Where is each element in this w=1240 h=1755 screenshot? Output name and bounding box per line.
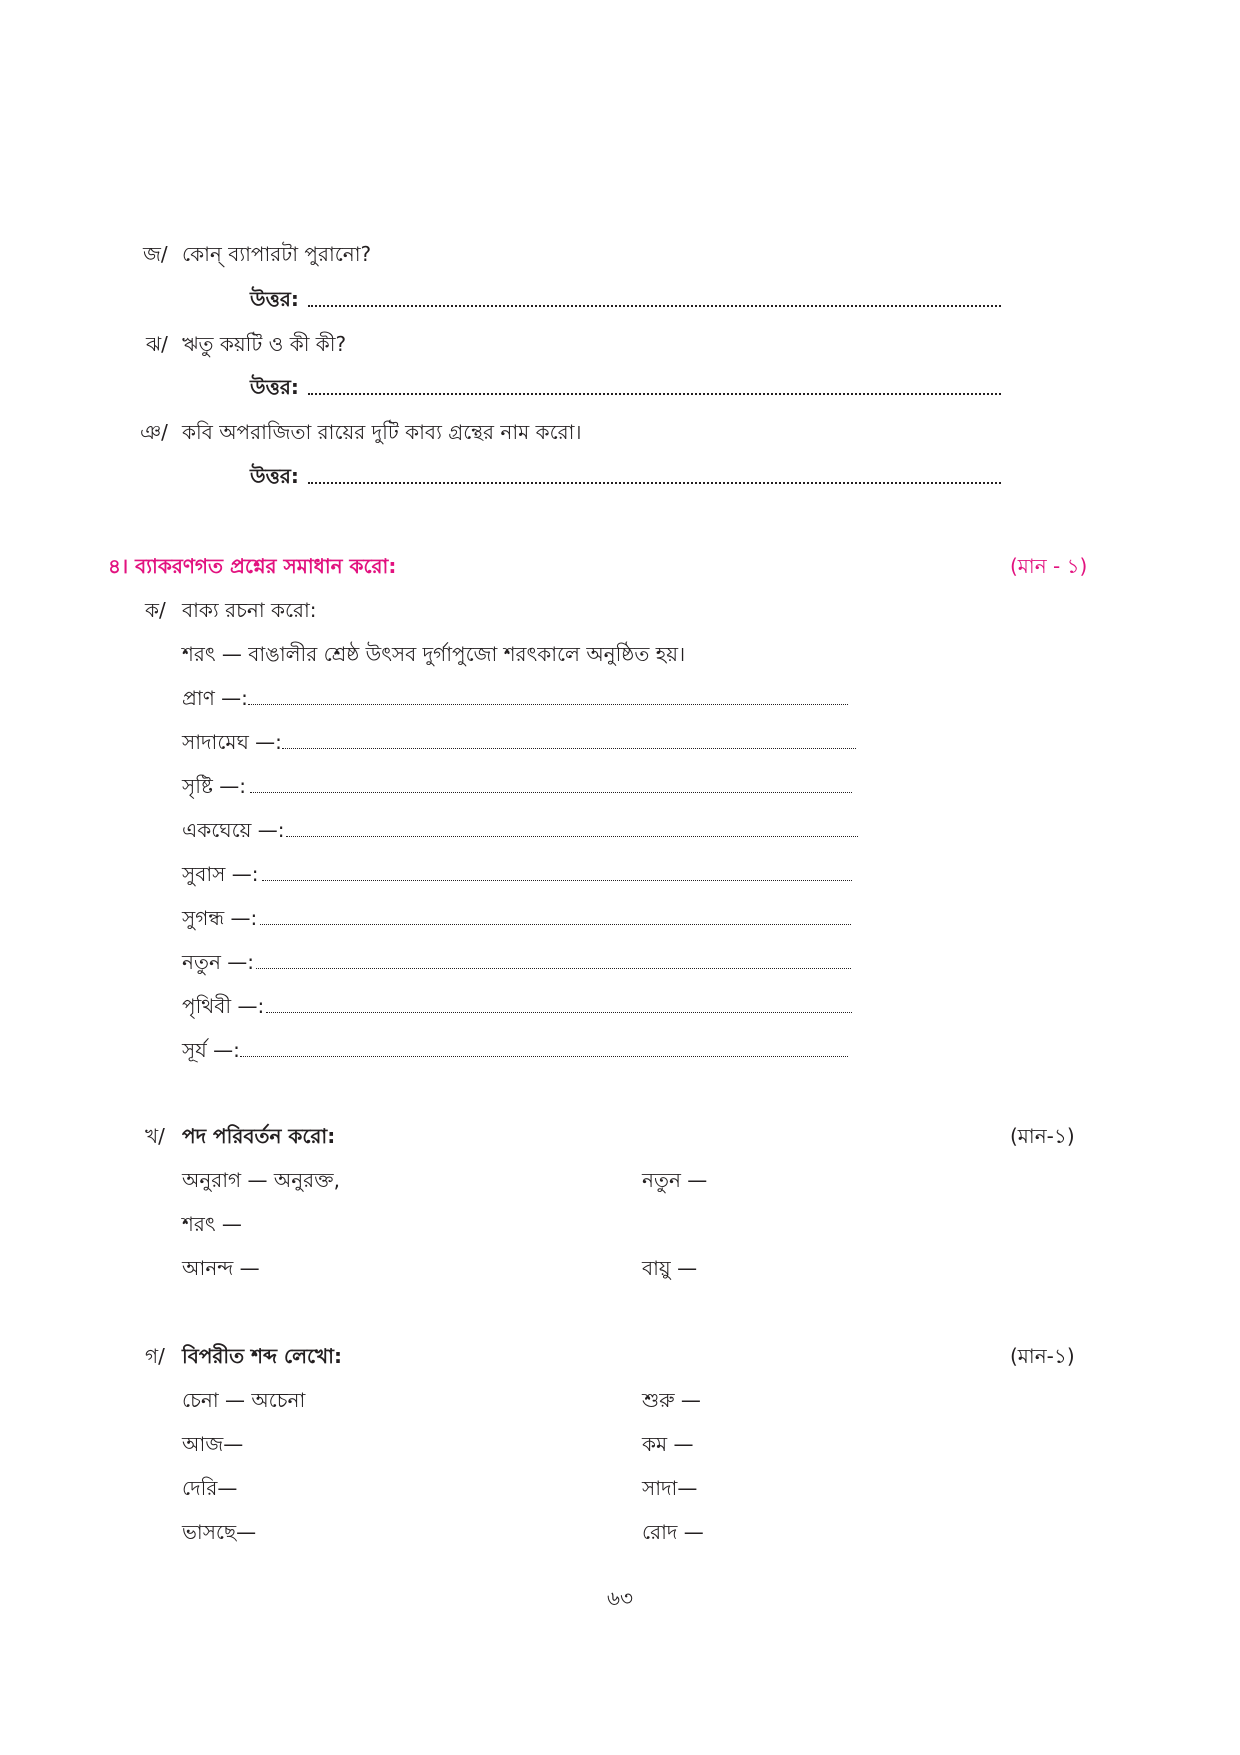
sentence-item-subas: সুবাস —:: [182, 862, 259, 886]
sentence-item-pran: প্রাণ —:: [182, 686, 248, 710]
page-number: ৬৩: [606, 1586, 633, 1610]
word-change-item: শরৎ —: [182, 1212, 242, 1236]
sentence-line-prithibi[interactable]: [266, 1012, 852, 1013]
answer-label-ny: উত্তর:: [250, 464, 299, 488]
sentence-item-prithibi: পৃথিবী —:: [182, 994, 265, 1018]
opposite-item: সাদা—: [642, 1476, 698, 1500]
word-change-marks: (মান-১): [1010, 1124, 1075, 1148]
section-4-marks: (মান - ১): [1010, 554, 1088, 578]
sentence-line-pran[interactable]: [248, 704, 848, 705]
sentence-item-ekgheye: একঘেয়ে —:: [182, 818, 285, 842]
word-change-item: বায়ু —: [642, 1256, 698, 1280]
sentence-item-sugandha: সুগন্ধ —:: [182, 906, 258, 930]
answer-line-ny[interactable]: [308, 482, 1001, 484]
word-change-item: নতুন —: [642, 1168, 708, 1192]
opposite-item: চেনা — অচেনা: [182, 1388, 306, 1412]
opposite-item: শুরু —: [642, 1388, 701, 1412]
opposite-item: দেরি—: [182, 1476, 238, 1500]
answer-line-j[interactable]: [308, 305, 1001, 307]
question-label-jh: ঝ/: [146, 332, 168, 356]
section-4-heading: ৪। ব্যাকরণগত প্রশ্নের সমাধান করো:: [108, 554, 397, 578]
sentence-item-surya: সূর্য —:: [182, 1038, 240, 1062]
sentence-item-notun: নতুন —:: [182, 950, 254, 974]
question-text-ny: কবি অপরাজিতা রায়ের দুটি কাব্য গ্রন্থের নাম করো।: [182, 420, 582, 444]
subsection-label-ka: ক/: [145, 598, 166, 622]
word-change-item: অনুরাগ — অনুরক্ত,: [182, 1168, 340, 1192]
question-text-jh: ঋতু কয়টি ও কী কী?: [182, 332, 347, 356]
opposite-item: ভাসছে—: [182, 1520, 257, 1544]
subsection-label-ga: গ/: [145, 1344, 165, 1368]
sentence-line-sadamegh[interactable]: [282, 748, 856, 749]
sentence-line-sugandha[interactable]: [260, 924, 851, 925]
sentence-line-notun[interactable]: [256, 968, 851, 969]
sentence-line-ekgheye[interactable]: [286, 836, 858, 837]
opposite-item: রোদ —: [642, 1520, 704, 1544]
sentence-item-sadamegh: সাদামেঘ —:: [182, 730, 282, 754]
word-change-item: আনন্দ —: [182, 1256, 260, 1280]
subsection-title-word-change: পদ পরিবর্তন করো:: [182, 1124, 336, 1148]
sentence-line-srishti[interactable]: [250, 792, 852, 793]
subsection-title-sentence-making: বাক্য রচনা করো:: [182, 598, 317, 622]
sentence-line-subas[interactable]: [262, 880, 852, 881]
sentence-example: শরৎ — বাঙালীর শ্রেষ্ঠ উৎসব দুর্গাপুজো শরৎকালে অনুষ্ঠিত হয়।: [182, 642, 686, 666]
subsection-label-kha: খ/: [145, 1124, 165, 1148]
answer-label-j: উত্তর:: [250, 287, 299, 311]
question-label-j: জ/: [143, 242, 168, 266]
sentence-line-surya[interactable]: [240, 1056, 848, 1057]
sentence-item-srishti: সৃষ্টি —:: [182, 774, 247, 798]
answer-label-jh: উত্তর:: [250, 375, 299, 399]
subsection-title-opposites: বিপরীত শব্দ লেখো:: [182, 1344, 342, 1368]
opposite-item: কম —: [642, 1432, 694, 1456]
opposite-item: আজ—: [182, 1432, 244, 1456]
opposites-marks: (মান-১): [1010, 1344, 1075, 1368]
question-text-j: কোন্ ব্যাপারটা পুরানো?: [182, 242, 372, 266]
answer-line-jh[interactable]: [308, 393, 1001, 395]
question-label-ny: ঞ/: [140, 420, 168, 444]
